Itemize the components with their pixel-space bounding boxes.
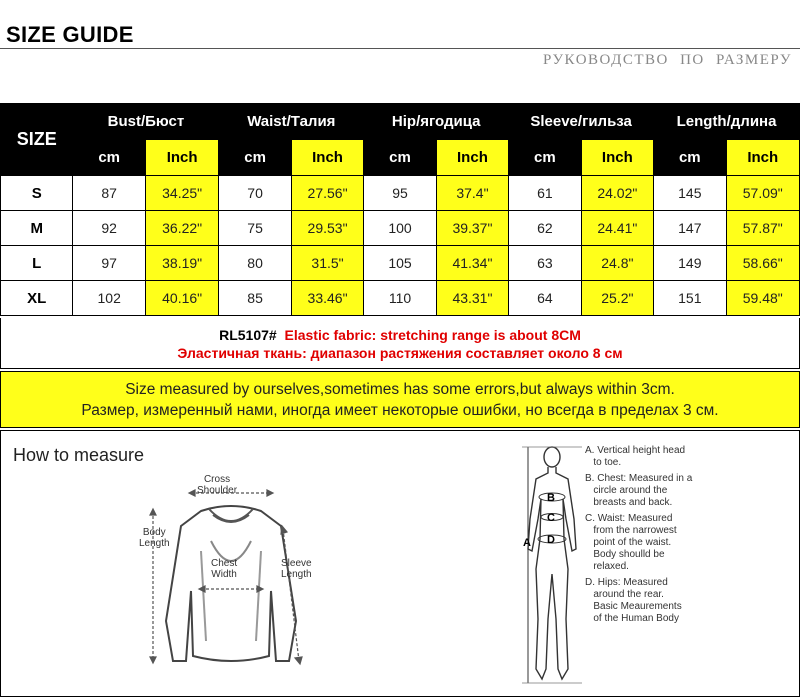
- product-code: RL5107#: [219, 327, 277, 343]
- measurement-instructions: [585, 445, 692, 629]
- cell-cm: 64: [509, 281, 581, 316]
- fabric-note-en: Elastic fabric: stretching range is about 8CM: [284, 327, 581, 343]
- cell-cm: 97: [73, 246, 145, 281]
- unit-inch: Inch: [581, 140, 653, 176]
- size-table: [0, 103, 800, 316]
- letter-b: B: [547, 492, 555, 504]
- cell-cm: 145: [654, 176, 726, 211]
- cell-cm: 149: [654, 246, 726, 281]
- cell-cm: 110: [364, 281, 436, 316]
- letter-a: A: [523, 537, 531, 549]
- column-header-sleeve: Sleeve/гильза: [509, 104, 654, 140]
- unit-cm: cm: [654, 140, 726, 176]
- fabric-note-ru: Эластичная ткань: диапазон растяжения составляет около 8 см: [177, 345, 623, 361]
- cell-cm: 95: [364, 176, 436, 211]
- column-header-bust: Bust/Бюст: [73, 104, 219, 140]
- table-row: [1, 246, 800, 281]
- cell-cm: 151: [654, 281, 726, 316]
- cell-inch: 24.41": [581, 211, 653, 246]
- title-divider: [0, 48, 800, 49]
- cell-inch: 24.02": [581, 176, 653, 211]
- cell-cm: 63: [509, 246, 581, 281]
- cell-cm: 100: [364, 211, 436, 246]
- cell-inch: 27.56": [291, 176, 363, 211]
- garment-illustration: [131, 471, 331, 691]
- row-size: M: [1, 211, 73, 246]
- row-size: XL: [1, 281, 73, 316]
- unit-cm: cm: [509, 140, 581, 176]
- unit-cm: cm: [73, 140, 145, 176]
- cell-inch: 39.37": [436, 211, 508, 246]
- cell-inch: 37.4": [436, 176, 508, 211]
- cell-inch: 41.34": [436, 246, 508, 281]
- cell-inch: 29.53": [291, 211, 363, 246]
- letter-d: D: [547, 534, 555, 546]
- cross-shoulder-label: Cross Shoulder: [197, 474, 238, 496]
- unit-cm: cm: [364, 140, 436, 176]
- cell-cm: 85: [219, 281, 291, 316]
- how-to-measure-heading: How to measure: [13, 445, 145, 465]
- cell-cm: 147: [654, 211, 726, 246]
- fabric-note: [0, 318, 800, 369]
- cell-inch: 36.22": [145, 211, 218, 246]
- cell-cm: 92: [73, 211, 145, 246]
- row-size: L: [1, 246, 73, 281]
- cell-inch: 40.16": [145, 281, 218, 316]
- page-title: SIZE GUIDE: [6, 22, 134, 47]
- note-c: C. Waist: Measured from the narrowest point of the waist. Body shoulld be relaxed.: [585, 513, 677, 572]
- note-d: D. Hips: Measured around the rear. Basic Meaurements of the Human Body: [585, 577, 682, 624]
- sleeve-length-label: Sleeve Length: [281, 558, 312, 580]
- body-illustration: [516, 439, 586, 694]
- cell-cm: 80: [219, 246, 291, 281]
- cell-inch: 57.87": [726, 211, 799, 246]
- cell-cm: 61: [509, 176, 581, 211]
- table-row: [1, 176, 800, 211]
- column-header-hip: Hip/ягодица: [364, 104, 509, 140]
- measurement-note: [0, 371, 800, 428]
- table-row: [1, 211, 800, 246]
- unit-inch: Inch: [291, 140, 363, 176]
- cell-cm: 75: [219, 211, 291, 246]
- cell-inch: 31.5": [291, 246, 363, 281]
- body-length-label: Body Length: [139, 527, 170, 549]
- measurement-note-ru: Размер, измеренный нами, иногда имеет некоторые ошибки, но всегда в пределах 3 см.: [81, 402, 719, 419]
- size-header: SIZE: [1, 104, 73, 176]
- cell-cm: 105: [364, 246, 436, 281]
- cell-inch: 43.31": [436, 281, 508, 316]
- unit-cm: cm: [219, 140, 291, 176]
- column-header-length: Length/длина: [654, 104, 800, 140]
- page-subtitle: РУКОВОДСТВО ПО РАЗМЕРУ: [542, 52, 792, 68]
- row-size: S: [1, 176, 73, 211]
- measurement-note-en: Size measured by ourselves,sometimes has some errors,but always within 3cm.: [125, 381, 675, 398]
- cell-inch: 25.2": [581, 281, 653, 316]
- cell-inch: 33.46": [291, 281, 363, 316]
- chest-width-label: Chest Width: [211, 558, 238, 580]
- cell-inch: 34.25": [145, 176, 218, 211]
- unit-inch: Inch: [726, 140, 799, 176]
- cell-inch: 24.8": [581, 246, 653, 281]
- note-a: A. Vertical height head to toe.: [585, 445, 686, 468]
- letter-c: C: [547, 512, 555, 524]
- table-row: [1, 281, 800, 316]
- note-b: B. Chest: Measured in a circle around the breasts and back.: [585, 473, 693, 508]
- cell-inch: 59.48": [726, 281, 799, 316]
- column-header-waist: Waist/Талия: [219, 104, 364, 140]
- how-to-measure-panel: [0, 430, 800, 697]
- cell-cm: 62: [509, 211, 581, 246]
- cell-cm: 87: [73, 176, 145, 211]
- cell-cm: 70: [219, 176, 291, 211]
- unit-inch: Inch: [436, 140, 508, 176]
- cell-inch: 58.66": [726, 246, 799, 281]
- cell-inch: 57.09": [726, 176, 799, 211]
- cell-cm: 102: [73, 281, 145, 316]
- cell-inch: 38.19": [145, 246, 218, 281]
- unit-inch: Inch: [145, 140, 218, 176]
